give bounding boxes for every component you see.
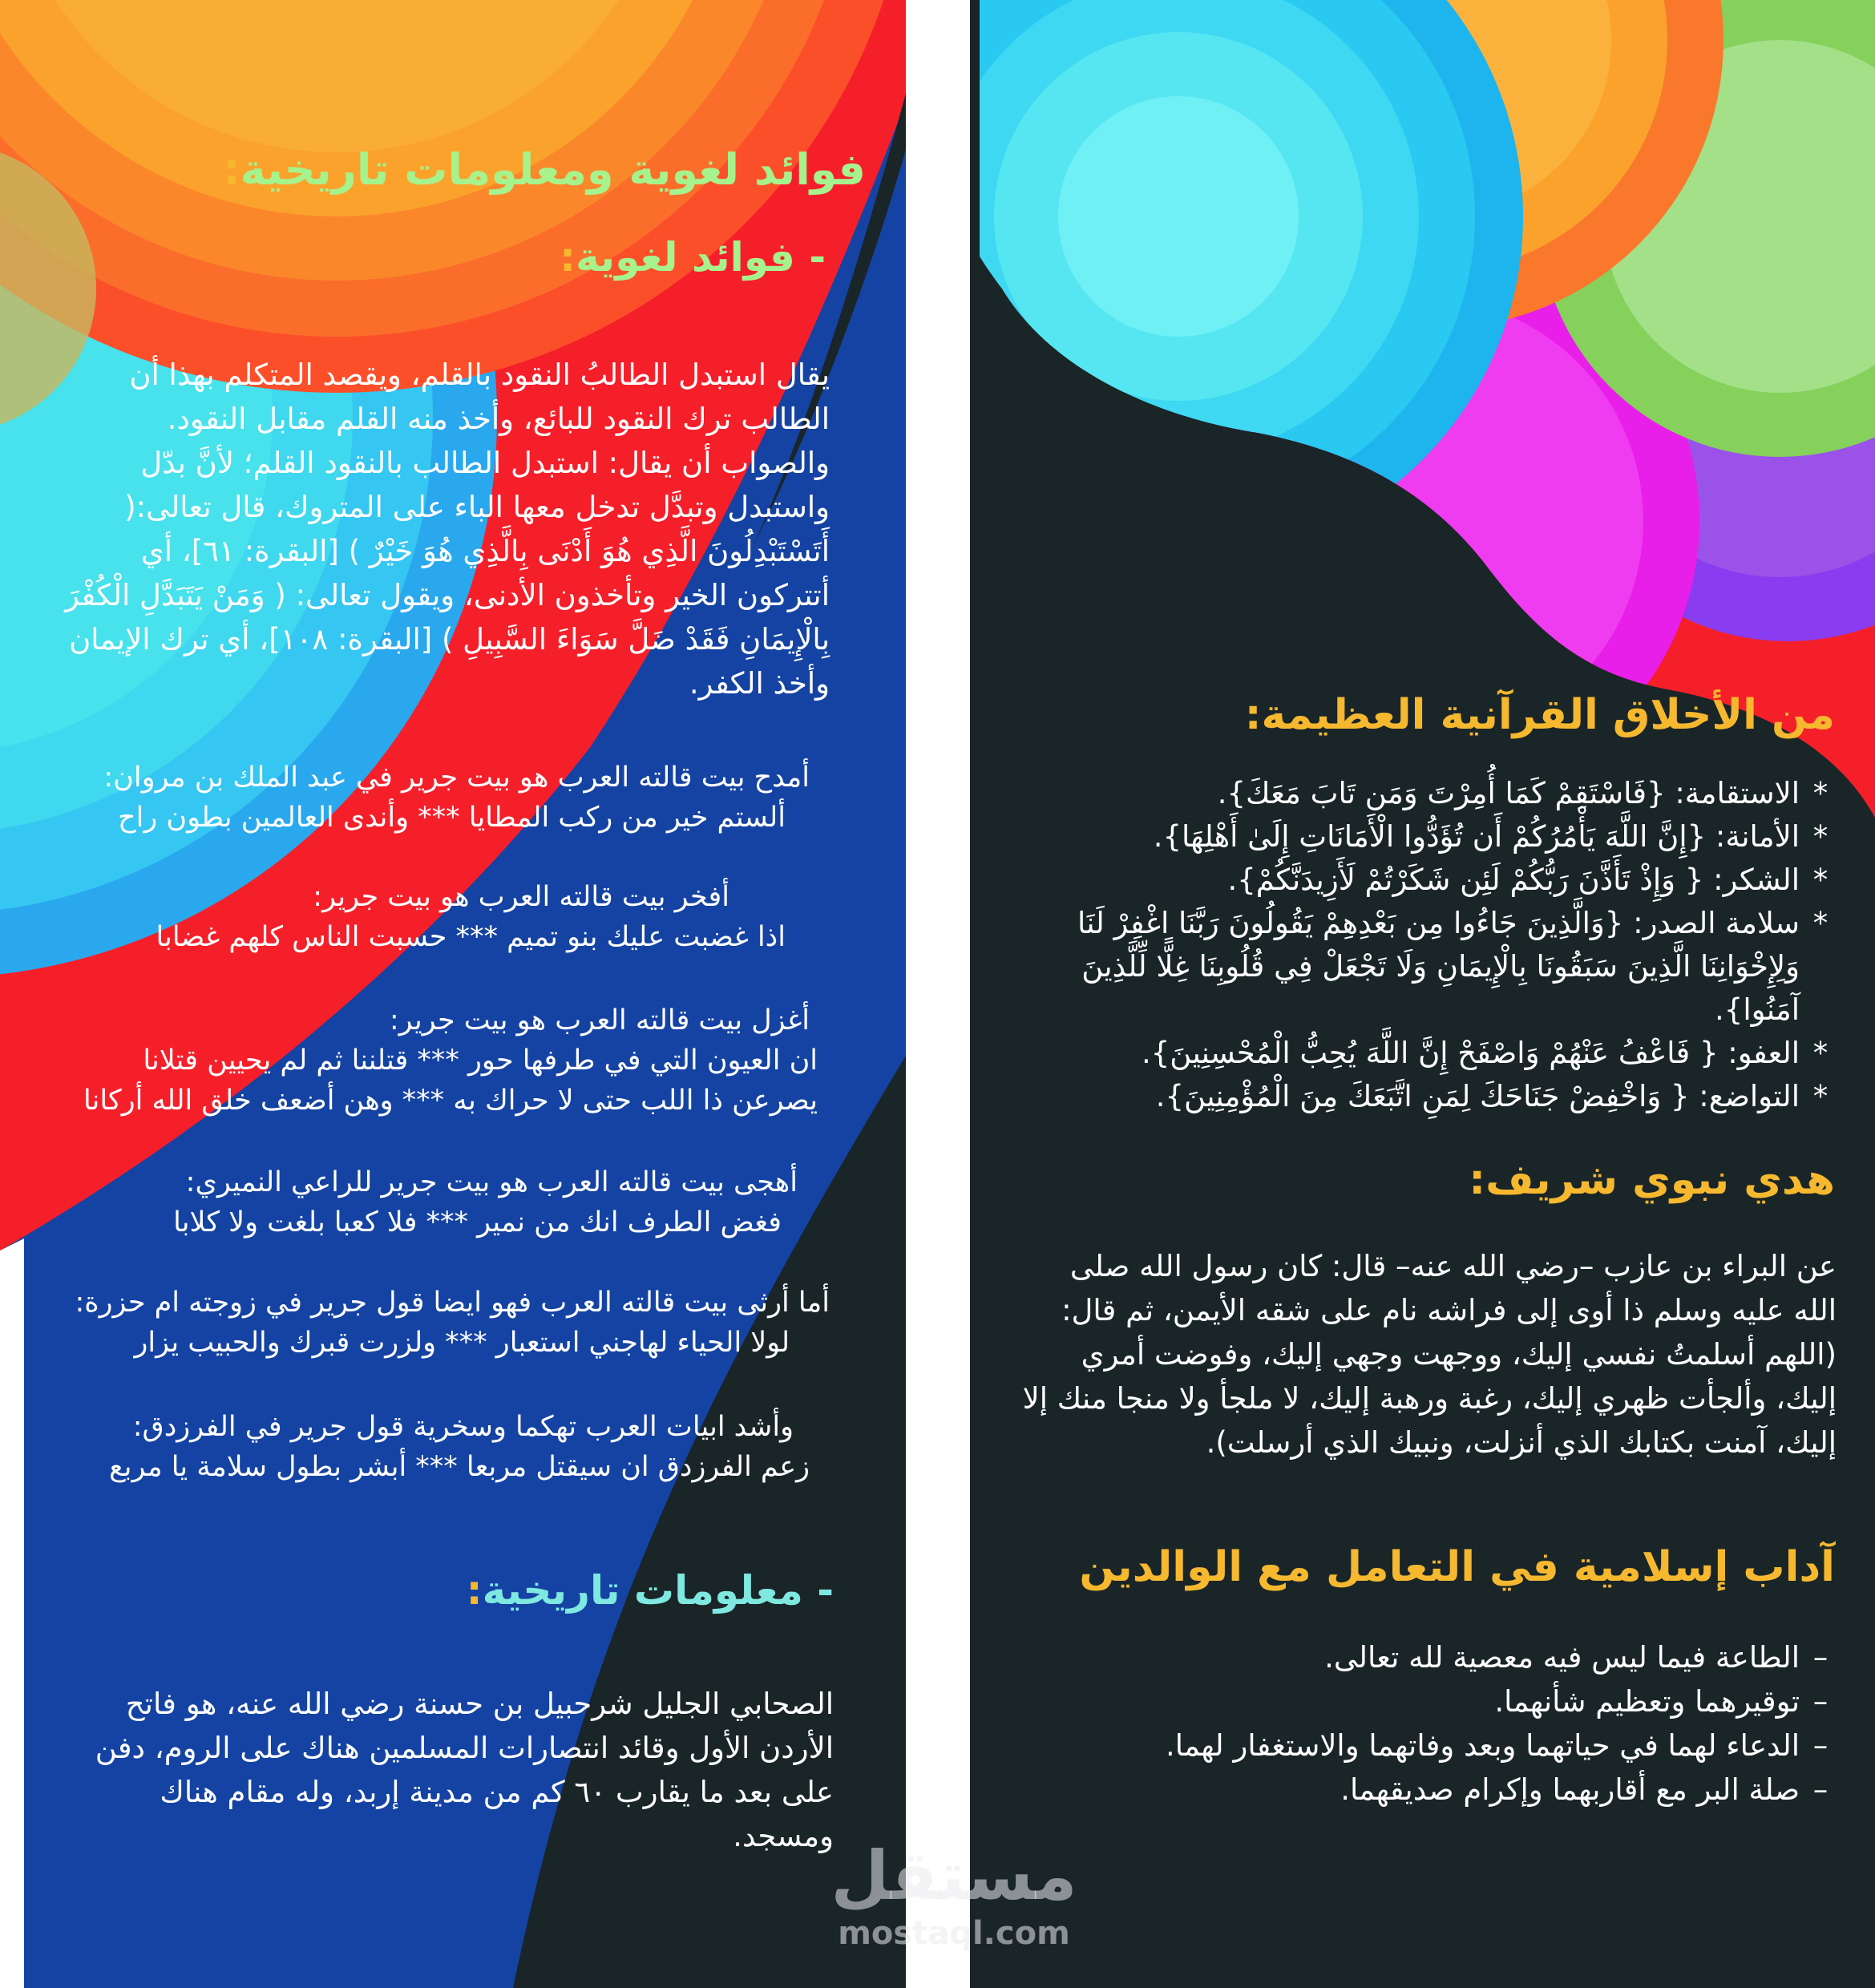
poem-1-intro: أمدح بيت قالته العرب هو بيت جرير في عبد الملك بن مروان: <box>103 762 810 794</box>
left-title-text: فوائد لغوية ومعلومات تاريخية <box>240 144 866 195</box>
poem-5-intro: أما أرثى بيت قالته العرب فهو ايضا قول جرير في زوجته ام حزرة: <box>75 1287 830 1319</box>
dash-icon: – <box>1812 1772 1829 1807</box>
moral-item <box>1003 1075 1837 1118</box>
moral-text: التواضع: { وَاخْفِضْ جَنَاحَكَ لِمَنِ اتَّبَعَكَ مِنَ الْمُؤْمِنِينَ}. <box>1155 1079 1800 1113</box>
section1-heading <box>265 234 826 281</box>
poem-3-verse: ان العيون التي في طرفها حور *** قتلننا ثم لم يحيين قتلانا <box>143 1045 818 1077</box>
section2-heading-text: - معلومات تاريخية <box>482 1567 834 1614</box>
moral-text: الأمانة: {إِنَّ اللَّهَ يَأْمُرُكُمْ أَن تُؤَدُّوا الْأَمَانَاتِ إِلَىٰ أَهْلِهَا}. <box>1153 819 1800 854</box>
bullet-icon: * <box>1812 776 1829 810</box>
manner-item <box>1003 1679 1837 1723</box>
hadith-heading-text: هدي نبوي شريف <box>1485 1156 1835 1204</box>
moral-item <box>1003 859 1837 902</box>
parents-heading <box>1033 1543 1835 1591</box>
moral-item <box>1003 902 1837 1032</box>
poem-1 <box>40 758 810 838</box>
manner-text: صلة البر مع أقاربهما وإكرام صديقهما. <box>1340 1772 1800 1807</box>
moral-item <box>1003 772 1837 815</box>
moral-text: الشكر: { وَإِذْ تَأَذَّنَ رَبُّكُمْ لَئِن شَكَرْتُمْ لَأَزِيدَنَّكُمْ}. <box>1227 863 1800 897</box>
quran-morals-heading <box>1033 691 1835 739</box>
moral-text: العفو: { فَاعْفُ عَنْهُمْ وَاصْفَحْ إِنَّ اللَّهَ يُحِبُّ الْمُحْسِنِينَ}. <box>1142 1036 1800 1070</box>
bullet-icon: * <box>1812 863 1829 897</box>
parents-manners-list <box>1003 1635 1837 1812</box>
poem-3 <box>24 1000 818 1121</box>
watermark-arabic: مستقل <box>830 1836 1077 1915</box>
manner-text: الدعاء لهما في حياتهما وبعد وفاتهما والاستغفار لهما. <box>1165 1728 1800 1763</box>
left-title-colon: : <box>223 144 240 195</box>
poem-3-intro: أغزل بيت قالته العرب هو بيت جرير: <box>389 1004 810 1036</box>
poem-5-verse: لولا الحياء لهاجني استعبار *** ولزرت قبرك والحبيب يزار <box>134 1327 790 1359</box>
manner-item <box>1003 1723 1837 1768</box>
section1-heading-text: - فوائد لغوية <box>576 234 826 281</box>
bullet-icon: * <box>1812 1079 1829 1113</box>
left-title <box>144 144 866 195</box>
poem-1-verse: ألستم خير من ركب المطايا *** وأندى العالمين بطون راح <box>118 802 786 834</box>
hadith-paragraph: عن البراء بن عازب –رضي الله عنه– قال: كان رسول الله صلى الله عليه وسلم ذا أوى إلى فراشه نام على شقه الأيمن، ثم قال: (اللهم أسلمتُ نفسي إليك، ووجهت وجهي إليك، وفوضت أمري إليك، وألجأت ظهري إليك، رغبة ورهبة إليك، لا ملجأ ولا منجا منك إلا إليك، آمنت بكتابك الذي أنزلت، ونبيك الذي أرسلت). <box>1022 1249 1837 1460</box>
mostaql-watermark <box>818 1836 1090 1951</box>
dash-icon: – <box>1812 1728 1829 1763</box>
manner-item <box>1003 1635 1837 1679</box>
poem-2 <box>40 877 810 957</box>
bullet-icon: * <box>1812 1036 1829 1070</box>
parents-heading-text: آداب إسلامية في التعامل مع الوالدين <box>1079 1543 1835 1591</box>
dash-icon: – <box>1812 1640 1829 1675</box>
poem-6-verse: زعم الفرزدق ان سيقتل مربعا *** أبشر بطول سلامة يا مربع <box>109 1451 810 1483</box>
quran-morals-heading-colon: : <box>1244 691 1262 739</box>
poem-3-verse-2: يصرعن ذا اللب حتى لا حراك به *** وهن أضعف خلق الله أركانا <box>83 1085 818 1117</box>
section2-heading <box>273 1567 834 1614</box>
section2-heading-colon: : <box>466 1567 483 1614</box>
morals-list <box>1003 772 1837 1118</box>
poem-6 <box>24 1407 826 1487</box>
manner-text: توقيرهما وتعظيم شأنهما. <box>1494 1684 1800 1719</box>
watermark-latin: mostaql.com <box>838 1915 1070 1952</box>
manner-item <box>1003 1768 1837 1812</box>
poem-4-intro: أهجى بيت قالته العرب هو بيت جرير للراعي النميري: <box>185 1166 798 1198</box>
language-paragraph: يقال استبدل الطالبُ النقود بالقلم، ويقصد المتكلم بهذا أن الطالب ترك النقود للبائع، وأخذ منه القلم مقابل النقود. والصواب أن يقال: استبدل الطالب بالنقود القلم؛ لأنَّ بدّل واستبدل وتبدَّل تدخل معها الباء على المتروك، قال تعالى:( أَتَسْتَبْدِلُونَ الَّذِي هُوَ أَدْنَى بِالَّذِي هُوَ خَيْرٌ ) [البقرة: ٦١]، أي أتتركون الخير وتأخذون الأدنى، ويقول تعالى: ( وَمَنْ يَتَبَدَّلِ الْكُفْرَ بِالْإِيمَانِ فَقَدْ ضَلَّ سَوَاءَ السَّبِيلِ ) [البقرة: ١٠٨]، أي ترك الإيمان وأخذ الكفر. <box>65 358 830 701</box>
moral-text: سلامة الصدر: {وَالَّذِينَ جَاءُوا مِن بَعْدِهِمْ يَقُولُونَ رَبَّنَا اغْفِرْ لَنَا وَلِإِخْوَانِنَا الَّذِينَ سَبَقُونَا بِالْإِيمَانِ وَلَا تَجْعَلْ فِي قُلُوبِنَا غِلًّا لِّلَّذِينَ آمَنُوا}. <box>1077 906 1800 1027</box>
poem-2-verse: اذا غضبت عليك بنو تميم *** حسبت الناس كلهم غضابا <box>156 921 786 953</box>
poem-2-intro: أفخر بيت قالته العرب هو بيت جرير: <box>313 881 729 913</box>
hadith-heading-colon: : <box>1469 1156 1486 1204</box>
poem-6-intro: وأشد ابيات العرب تهكما وسخرية قول جرير في الفرزدق: <box>132 1411 794 1443</box>
bullet-icon: * <box>1812 819 1829 854</box>
quran-morals-heading-text: من الأخلاق القرآنية العظيمة <box>1261 691 1835 739</box>
moral-text: الاستقامة: {فَاسْتَقِمْ كَمَا أُمِرْتَ وَمَن تَابَ مَعَكَ}. <box>1217 776 1800 810</box>
poem-4-verse: فغض الطرف انك من نمير *** فلا كعبا بلغت ولا كلابا <box>173 1206 782 1238</box>
moral-item <box>1003 815 1837 859</box>
moral-item <box>1003 1032 1837 1075</box>
section1-heading-colon: : <box>560 234 576 281</box>
left-panel <box>0 0 914 1988</box>
manner-text: الطاعة فيما ليس فيه معصية لله تعالى. <box>1324 1640 1800 1675</box>
bullet-icon: * <box>1812 906 1829 940</box>
dash-icon: – <box>1812 1684 1829 1719</box>
hadith-heading <box>1194 1156 1835 1204</box>
poem-5 <box>28 1283 830 1363</box>
right-panel <box>970 0 1875 1988</box>
poem-4 <box>28 1162 798 1242</box>
history-paragraph: الصحابي الجليل شرحبيل بن حسنة رضي الله عنه، هو فاتح الأردن الأول وقائد انتصارات المسلمين هناك على الروم، دفن على بعد ما يقارب ٦٠ كم من مدينة إربد، وله مقام هناك ومسجد. <box>95 1687 834 1853</box>
